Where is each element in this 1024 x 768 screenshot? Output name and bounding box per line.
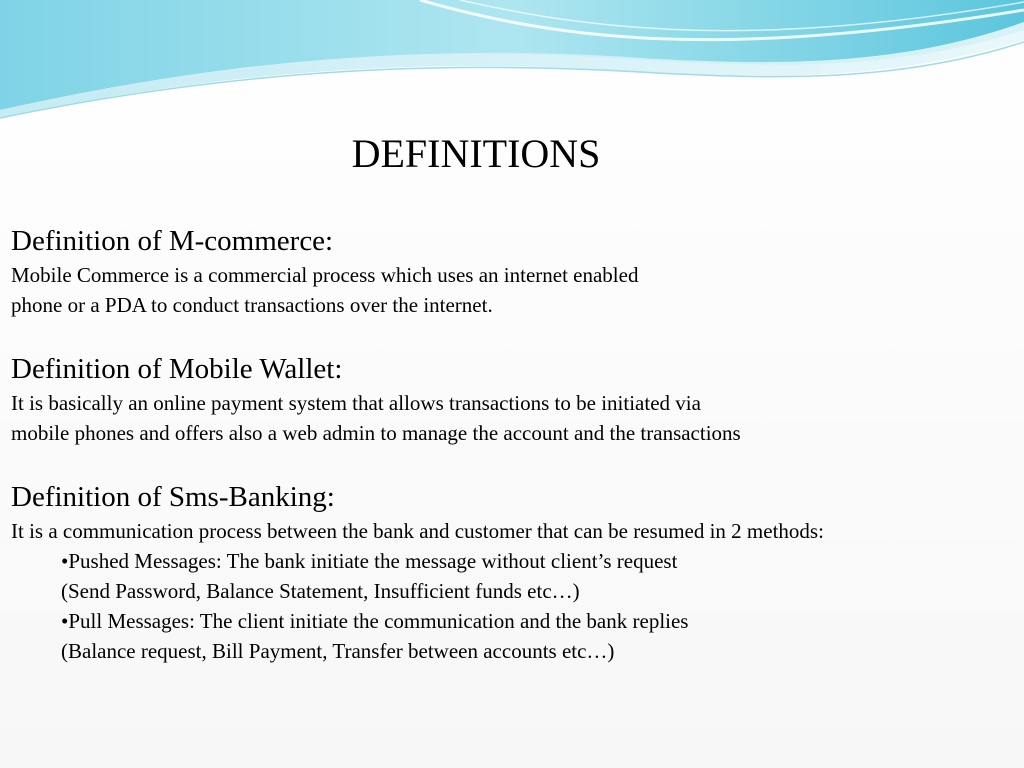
section-sms-banking bbox=[11, 478, 1016, 666]
bullet-item-pull-messages: •Pull Messages: The client initiate the communication and the bank replies bbox=[61, 609, 689, 633]
section-heading: Definition of Sms-Banking: bbox=[11, 481, 335, 513]
section-mobile-wallet bbox=[11, 350, 1016, 448]
bullet-item-pushed-messages: •Pushed Messages: The bank initiate the message without client’s request bbox=[61, 549, 678, 573]
section-body bbox=[11, 516, 1016, 666]
body-line: Mobile Commerce is a commercial process which uses an internet enabled bbox=[11, 263, 639, 287]
section-body bbox=[11, 388, 1016, 448]
body-line: mobile phones and offers also a web admin to manage the account and the transactions bbox=[11, 421, 741, 445]
section-body bbox=[11, 260, 1016, 320]
header-wave-decoration bbox=[0, 0, 1024, 130]
body-line: It is basically an online payment system that allows transactions to be initiated via bbox=[11, 391, 701, 415]
slide-title: DEFINITIONS bbox=[351, 131, 601, 176]
section-m-commerce bbox=[11, 222, 1016, 320]
bullet-detail-pushed-examples: (Send Password, Balance Statement, Insufficient funds etc…) bbox=[61, 579, 580, 603]
section-heading: Definition of Mobile Wallet: bbox=[11, 353, 343, 385]
body-line: It is a communication process between the bank and customer that can be resumed in 2 methods: bbox=[11, 519, 824, 543]
definitions-content bbox=[11, 222, 1016, 696]
section-heading: Definition of M-commerce: bbox=[11, 225, 334, 257]
body-line: phone or a PDA to conduct transactions over the internet. bbox=[11, 293, 493, 317]
bullet-detail-pull-examples: (Balance request, Bill Payment, Transfer between accounts etc…) bbox=[61, 639, 615, 663]
